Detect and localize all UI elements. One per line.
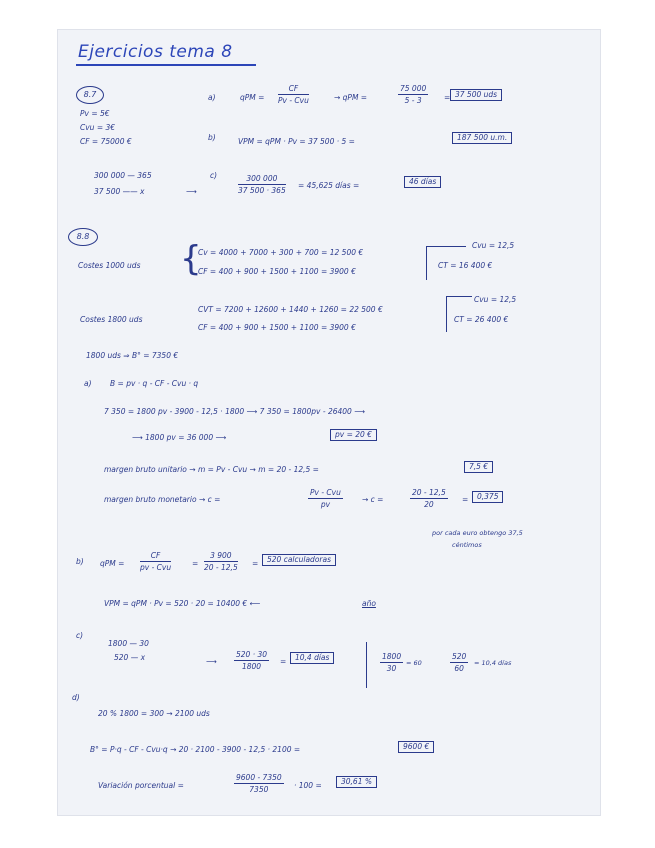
fraction-denominator: 30: [386, 663, 397, 673]
margin-unit-text: margen bruto unitario → m = Pv - Cvu → m = 20 - 12,5 =: [104, 465, 319, 474]
ex38-b-v-text: VPM = qPM · Pv = 520 · 20 = 10400 € ⟵: [104, 599, 261, 608]
ex38-c-alt-eq-2: = 10,4 días: [474, 659, 512, 667]
given-pv: Pv = 5€: [80, 109, 110, 118]
costes1-ct: CT = 16 400 €: [438, 261, 493, 270]
costes-1000-label: Costes 1000 uds: [78, 261, 141, 270]
fraction-denominator: Pv - Cvu: [278, 95, 309, 105]
ex38-b-lhs: qPM =: [100, 559, 125, 568]
fraction-numerator: 3 900: [204, 552, 238, 562]
fraction-numerator: 520 · 30: [236, 650, 268, 659]
ex37-b-text: VPM = qPM · Pv = 37 500 · 5 =: [238, 137, 355, 146]
fraction-denominator: 20 - 12,5: [204, 562, 238, 572]
ex38-b-fraction-2: [204, 552, 238, 571]
ex38-a-pv-result: pv = 20 €: [330, 429, 377, 441]
equals-sign: =: [280, 657, 287, 666]
ex37-c-eq: = 45,625 días =: [298, 181, 360, 190]
bracket-line: [426, 246, 427, 280]
costes2-cf: CF = 400 + 900 + 1500 + 1100 = 3900 €: [198, 323, 356, 332]
ex38-d-result: 9600 €: [398, 741, 434, 753]
exercise-8-7-label: 8.7: [76, 86, 104, 104]
margin-monetary-text: margen bruto monetario → c =: [104, 495, 221, 504]
ex37-c-fraction: [238, 175, 286, 194]
ex38-d-variation-result: 30,61 %: [336, 776, 377, 788]
equals-sign: =: [444, 93, 451, 102]
ex38-part-d-label: d): [72, 693, 80, 702]
costes2-ct: CT = 26 400 €: [454, 315, 509, 324]
ex38-b-v-note: año: [362, 599, 376, 608]
fraction-denominator: 1800: [241, 661, 262, 671]
brace-icon: {: [180, 239, 202, 279]
title-underline: [76, 64, 256, 66]
fraction-denominator: pv - Cvu: [140, 562, 172, 572]
margin-monetary-fraction-2: [410, 489, 448, 508]
ex38-c-arrow: ⟶: [206, 657, 217, 666]
ex38-a-line-2: ⟶ 1800 pv = 36 000 ⟶: [132, 433, 227, 442]
fraction-denominator: 7350: [249, 784, 269, 794]
margin-monetary-fraction-1: [308, 489, 343, 508]
arrow-line: [426, 246, 466, 247]
fraction-numerator: 1800: [382, 652, 402, 661]
costes-1800-label: Costes 1800 uds: [80, 315, 143, 324]
fraction-numerator: 300 000: [238, 175, 286, 185]
page-title: Ejercicios tema 8: [78, 42, 233, 62]
exercise-8-8-label: 8.8: [68, 228, 98, 246]
ex38-b-eq: =: [192, 559, 199, 568]
given-cvu: Cvu = 3€: [80, 123, 116, 132]
ex38-c-alt-eq-1: = 60: [406, 659, 422, 667]
fraction-numerator: 75 000: [400, 84, 427, 93]
ex38-c-alt-fraction-2: [450, 653, 468, 672]
ex37-part-b-label: b): [208, 133, 216, 142]
ex38-c-result: 10,4 días: [290, 652, 334, 664]
ex38-d-line-2: B° = P·q - CF - Cvu·q → 20 · 2100 - 3900 - 12,5 · 2100 =: [90, 745, 301, 754]
arrow-line: [446, 296, 472, 297]
ex38-b-fraction-1: [140, 552, 171, 571]
ex38-a-line-1: 7 350 = 1800 pv - 3900 - 12,5 · 1800 ⟶ 7 350 = 1800pv - 26400 ⟶: [104, 407, 365, 416]
ex37-a-mid: → qPM =: [334, 93, 368, 102]
ex38-d-variation-text: Variación porcentual =: [98, 781, 184, 790]
costes1-cf: CF = 400 + 900 + 1500 + 1100 = 3900 €: [198, 267, 356, 276]
fraction-denominator: 5 - 3: [404, 95, 422, 105]
ex38-a-formula: B = pv · q - CF - Cvu · q: [110, 379, 199, 388]
fraction-numerator: 520: [452, 652, 467, 661]
fraction-denominator: 37 500 · 365: [238, 185, 286, 195]
ex38-d-line-1: 20 % 1800 = 300 → 2100 uds: [98, 709, 210, 718]
bracket-line: [446, 296, 447, 332]
fraction-denominator: pv: [320, 499, 331, 509]
notebook-page: [58, 30, 600, 815]
ex37-c-row-1: 300 000 — 365: [94, 171, 152, 180]
fraction-numerator: 9600 - 7350: [236, 773, 282, 782]
costes1-cv: Cv = 4000 + 7000 + 300 + 700 = 12 500 €: [198, 248, 364, 257]
fraction-numerator: CF: [278, 85, 309, 95]
ex38-b-result: 520 calculadoras: [262, 554, 336, 566]
ex38-d-variation-fraction: [234, 774, 284, 793]
margin-monetary-result: 0,375: [472, 491, 503, 503]
ex38-c-row-2: 520 — x: [114, 653, 146, 662]
given-cf: CF = 75000 €: [80, 137, 132, 146]
costes1-cvu: Cvu = 12,5: [472, 241, 515, 250]
ex38-c-fraction: [234, 651, 269, 670]
ex37-part-c-label: c): [210, 171, 218, 180]
ex38-part-c-label: c): [76, 631, 84, 640]
margin-monetary-mid: → c =: [362, 495, 384, 504]
ex38-c-alt-fraction-1: [380, 653, 403, 672]
ex37-a-lhs: qPM =: [240, 93, 265, 102]
costes2-cvu: Cvu = 12,5: [474, 295, 517, 304]
fraction-numerator: CF: [140, 552, 171, 562]
ex37-b-result: 187 500 u.m.: [452, 132, 512, 144]
separator-line: [366, 642, 367, 688]
ex38-part-a-label: a): [84, 379, 92, 388]
costes2-cv: CVT = 7200 + 12600 + 1440 + 1260 = 22 500 €: [198, 305, 383, 314]
fraction-denominator: 20: [424, 499, 434, 509]
ex38-c-row-1: 1800 — 30: [108, 639, 149, 648]
ex38-d-variation-mid: · 100 =: [294, 781, 322, 790]
fraction-denominator: 60: [454, 663, 464, 673]
equals-sign: =: [252, 559, 259, 568]
ex37-a-fraction-2: [398, 85, 428, 104]
ex37-part-a-label: a): [208, 93, 216, 102]
fraction-numerator: Pv - Cvu: [310, 488, 341, 497]
ex37-c-arrow: ⟶: [186, 187, 197, 196]
margin-note-line-2: céntimos: [452, 541, 482, 549]
margin-unit-result: 7,5 €: [464, 461, 493, 473]
ex38-part-b-label: b): [76, 557, 84, 566]
margin-note-line-1: por cada euro obtengo 37,5: [432, 529, 523, 537]
benefit-line: 1800 uds ⇒ B° = 7350 €: [86, 351, 179, 360]
ex37-a-fraction-1: [278, 85, 309, 104]
equals-sign: =: [462, 495, 469, 504]
ex37-c-row-2: 37 500 —— x: [94, 187, 145, 196]
ex37-c-result: 46 días: [404, 176, 441, 188]
ex37-a-result: 37 500 uds: [450, 89, 502, 101]
fraction-numerator: 20 - 12,5: [412, 488, 446, 497]
